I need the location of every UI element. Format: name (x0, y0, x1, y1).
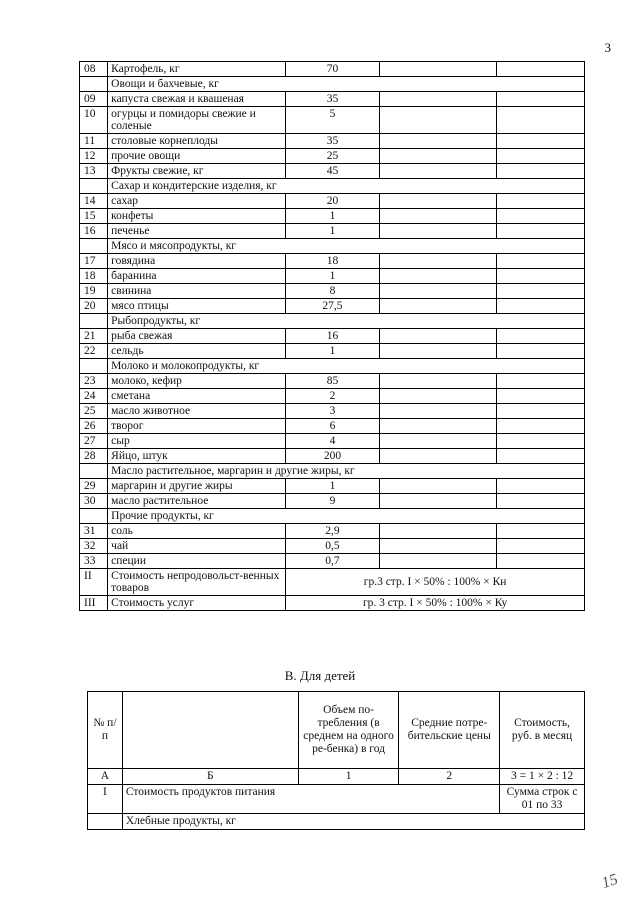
row-cost (497, 224, 585, 239)
table-row (80, 209, 585, 224)
row-cost (497, 419, 585, 434)
row-cost (497, 374, 585, 389)
header-cell-number: № п/п (88, 692, 123, 769)
row-number: 32 (80, 539, 108, 554)
summary-row (80, 596, 585, 611)
row-number: 22 (80, 344, 108, 359)
row-volume: 1 (286, 209, 380, 224)
column-index-row (88, 769, 585, 785)
row-number: 29 (80, 479, 108, 494)
row-number: 33 (80, 554, 108, 569)
category-row (80, 359, 585, 374)
row-price (379, 554, 497, 569)
row-number (80, 77, 108, 92)
category-row (80, 239, 585, 254)
row-volume: 18 (286, 254, 380, 269)
row-number: 23 (80, 374, 108, 389)
table-row (80, 539, 585, 554)
row-name: Стоимость услуг (108, 596, 286, 611)
category-name: Молоко и молокопродукты, кг (108, 359, 585, 374)
row-number (80, 239, 108, 254)
row-cost (497, 479, 585, 494)
row-cost (497, 494, 585, 509)
row-name: сельдь (108, 344, 286, 359)
table-header-row (88, 692, 585, 769)
row-number: 20 (80, 299, 108, 314)
row-cost (497, 134, 585, 149)
consumption-table-body (80, 62, 585, 611)
row-name: масло растительное (108, 494, 286, 509)
row-volume: 20 (286, 194, 380, 209)
table-row (80, 269, 585, 284)
row-formula: гр. 3 стр. I × 50% : 100% × Ку (286, 596, 585, 611)
category-name: Мясо и мясопродукты, кг (108, 239, 585, 254)
row-price (379, 344, 497, 359)
row-number (80, 509, 108, 524)
row-number: 28 (80, 449, 108, 464)
row-price (379, 539, 497, 554)
row-price (379, 62, 497, 77)
row-price (379, 479, 497, 494)
row-volume: 6 (286, 419, 380, 434)
row-number: II (80, 569, 108, 596)
row-volume: 85 (286, 374, 380, 389)
row-name: Стоимость непродовольст-венных товаров (108, 569, 286, 596)
row-price (379, 134, 497, 149)
row-name: сметана (108, 389, 286, 404)
row-price (379, 164, 497, 179)
table-row (80, 134, 585, 149)
row-number: 27 (80, 434, 108, 449)
row-volume: 1 (286, 479, 380, 494)
row-cost (497, 344, 585, 359)
index-cell: 1 (298, 769, 399, 785)
row-number: 14 (80, 194, 108, 209)
row-volume: 1 (286, 344, 380, 359)
header-cell-name (122, 692, 298, 769)
table-row (80, 419, 585, 434)
row-volume: 200 (286, 449, 380, 464)
table-row (80, 329, 585, 344)
row-number: 21 (80, 329, 108, 344)
row-price (379, 254, 497, 269)
category-row (80, 314, 585, 329)
row-cost (497, 107, 585, 134)
row-cost (497, 299, 585, 314)
table-row (80, 479, 585, 494)
row-volume: 1 (286, 224, 380, 239)
table-row (80, 374, 585, 389)
row-name: Фрукты свежие, кг (108, 164, 286, 179)
row-cost (497, 554, 585, 569)
row-volume: 1 (286, 269, 380, 284)
row-number: 13 (80, 164, 108, 179)
table-row (80, 404, 585, 419)
page-number: 3 (604, 40, 611, 55)
consumption-table-adults (79, 61, 585, 611)
row-number (80, 359, 108, 374)
row-volume: 35 (286, 92, 380, 107)
row-volume: 2 (286, 389, 380, 404)
category-row (80, 179, 585, 194)
row-price (379, 404, 497, 419)
row-volume: 2,9 (286, 524, 380, 539)
row-price (379, 224, 497, 239)
row-cost (497, 524, 585, 539)
row-name: столовые корнеплоды (108, 134, 286, 149)
row-number: 08 (80, 62, 108, 77)
row-formula: гр.3 стр. I × 50% : 100% × Кн (286, 569, 585, 596)
index-cell: 3 = 1 × 2 : 12 (500, 769, 585, 785)
row-name: рыба свежая (108, 329, 286, 344)
row-price (379, 524, 497, 539)
row-cost (497, 449, 585, 464)
row-number: 18 (80, 269, 108, 284)
row-volume: 9 (286, 494, 380, 509)
row-volume: 35 (286, 134, 380, 149)
row-number: 24 (80, 389, 108, 404)
row-name: конфеты (108, 209, 286, 224)
row-name: Стоимость продуктов питания (122, 785, 499, 814)
row-cost (497, 62, 585, 77)
row-name: мясо птицы (108, 299, 286, 314)
row-cost (497, 284, 585, 299)
category-name: Овощи и бахчевые, кг (108, 77, 585, 92)
row-name: Хлебные продукты, кг (122, 814, 584, 830)
table-row (80, 194, 585, 209)
table-row (80, 494, 585, 509)
row-number (80, 179, 108, 194)
row-price (379, 299, 497, 314)
row-name: маргарин и другие жиры (108, 479, 286, 494)
row-name: баранина (108, 269, 286, 284)
row-cost (497, 164, 585, 179)
handwritten-page-mark: 15 (599, 870, 621, 893)
category-name: Прочие продукты, кг (108, 509, 585, 524)
category-row (80, 509, 585, 524)
row-cost (497, 404, 585, 419)
row-volume: 70 (286, 62, 380, 77)
row-cost (497, 434, 585, 449)
row-price (379, 449, 497, 464)
row-price (379, 149, 497, 164)
row-volume: 16 (286, 329, 380, 344)
row-name: специи (108, 554, 286, 569)
row-number: III (80, 596, 108, 611)
table-row (80, 92, 585, 107)
category-name: Масло растительное, маргарин и другие жиры, кг (108, 464, 585, 479)
row-name: огурцы и помидоры свежие и соленые (108, 107, 286, 134)
row-number: 25 (80, 404, 108, 419)
table-row (80, 554, 585, 569)
row-name: свинина (108, 284, 286, 299)
row-total: Сумма строк с 01 по 33 (500, 785, 585, 814)
row-number: 30 (80, 494, 108, 509)
row-number: 12 (80, 149, 108, 164)
row-cost (497, 254, 585, 269)
row-cost (497, 149, 585, 164)
index-cell: Б (122, 769, 298, 785)
row-cost (497, 92, 585, 107)
row-price (379, 329, 497, 344)
row-volume: 3 (286, 404, 380, 419)
table-row (80, 299, 585, 314)
table-row (88, 814, 585, 830)
header-cell-cost: Стоимость, руб. в месяц (500, 692, 585, 769)
row-price (379, 209, 497, 224)
category-row (80, 77, 585, 92)
row-cost (497, 329, 585, 344)
row-name: капуста свежая и квашеная (108, 92, 286, 107)
row-name: чай (108, 539, 286, 554)
row-name: масло животное (108, 404, 286, 419)
row-name: сахар (108, 194, 286, 209)
row-name: сыр (108, 434, 286, 449)
row-name: прочие овощи (108, 149, 286, 164)
row-volume: 5 (286, 107, 380, 134)
row-volume: 8 (286, 284, 380, 299)
row-price (379, 194, 497, 209)
row-price (379, 284, 497, 299)
table-row (80, 389, 585, 404)
table-row (88, 785, 585, 814)
row-price (379, 389, 497, 404)
row-name: Картофель, кг (108, 62, 286, 77)
row-name: Яйцо, штук (108, 449, 286, 464)
row-name: молоко, кефир (108, 374, 286, 389)
summary-row (80, 569, 585, 596)
row-name: говядина (108, 254, 286, 269)
consumption-table-children (87, 691, 585, 830)
category-name: Рыбопродукты, кг (108, 314, 585, 329)
row-name: печенье (108, 224, 286, 239)
row-number: 10 (80, 107, 108, 134)
table-row (80, 107, 585, 134)
row-volume: 4 (286, 434, 380, 449)
row-price (379, 434, 497, 449)
table-row (80, 449, 585, 464)
row-volume: 45 (286, 164, 380, 179)
row-volume: 0,5 (286, 539, 380, 554)
index-cell: А (88, 769, 123, 785)
table-row (80, 524, 585, 539)
row-price (379, 494, 497, 509)
row-price (379, 92, 497, 107)
table-row (80, 164, 585, 179)
table-row (80, 344, 585, 359)
row-number: 16 (80, 224, 108, 239)
row-price (379, 419, 497, 434)
row-cost (497, 539, 585, 554)
row-number: 09 (80, 92, 108, 107)
table-row (80, 254, 585, 269)
row-number: 31 (80, 524, 108, 539)
category-row (80, 464, 585, 479)
row-number: 26 (80, 419, 108, 434)
row-volume: 25 (286, 149, 380, 164)
table-row (80, 224, 585, 239)
row-cost (497, 389, 585, 404)
table-row (80, 284, 585, 299)
row-number (88, 814, 123, 830)
row-number: 17 (80, 254, 108, 269)
header-cell-volume: Объем по-требления (в среднем на одного ре-бенка) в год (298, 692, 399, 769)
header-cell-prices: Средние потре-бительские цены (399, 692, 500, 769)
row-volume: 27,5 (286, 299, 380, 314)
row-name: творог (108, 419, 286, 434)
row-price (379, 269, 497, 284)
row-number: 11 (80, 134, 108, 149)
row-price (379, 374, 497, 389)
table-row (80, 149, 585, 164)
row-price (379, 107, 497, 134)
row-volume: 0,7 (286, 554, 380, 569)
index-cell: 2 (399, 769, 500, 785)
table-row (80, 434, 585, 449)
row-number: 15 (80, 209, 108, 224)
row-number (80, 314, 108, 329)
table-row (80, 62, 585, 77)
section-title-children: В. Для детей (284, 668, 356, 683)
category-name: Сахар и кондитерские изделия, кг (108, 179, 585, 194)
row-cost (497, 209, 585, 224)
row-name: соль (108, 524, 286, 539)
row-number: 19 (80, 284, 108, 299)
row-number (80, 464, 108, 479)
row-cost (497, 194, 585, 209)
row-number: I (88, 785, 123, 814)
row-cost (497, 269, 585, 284)
